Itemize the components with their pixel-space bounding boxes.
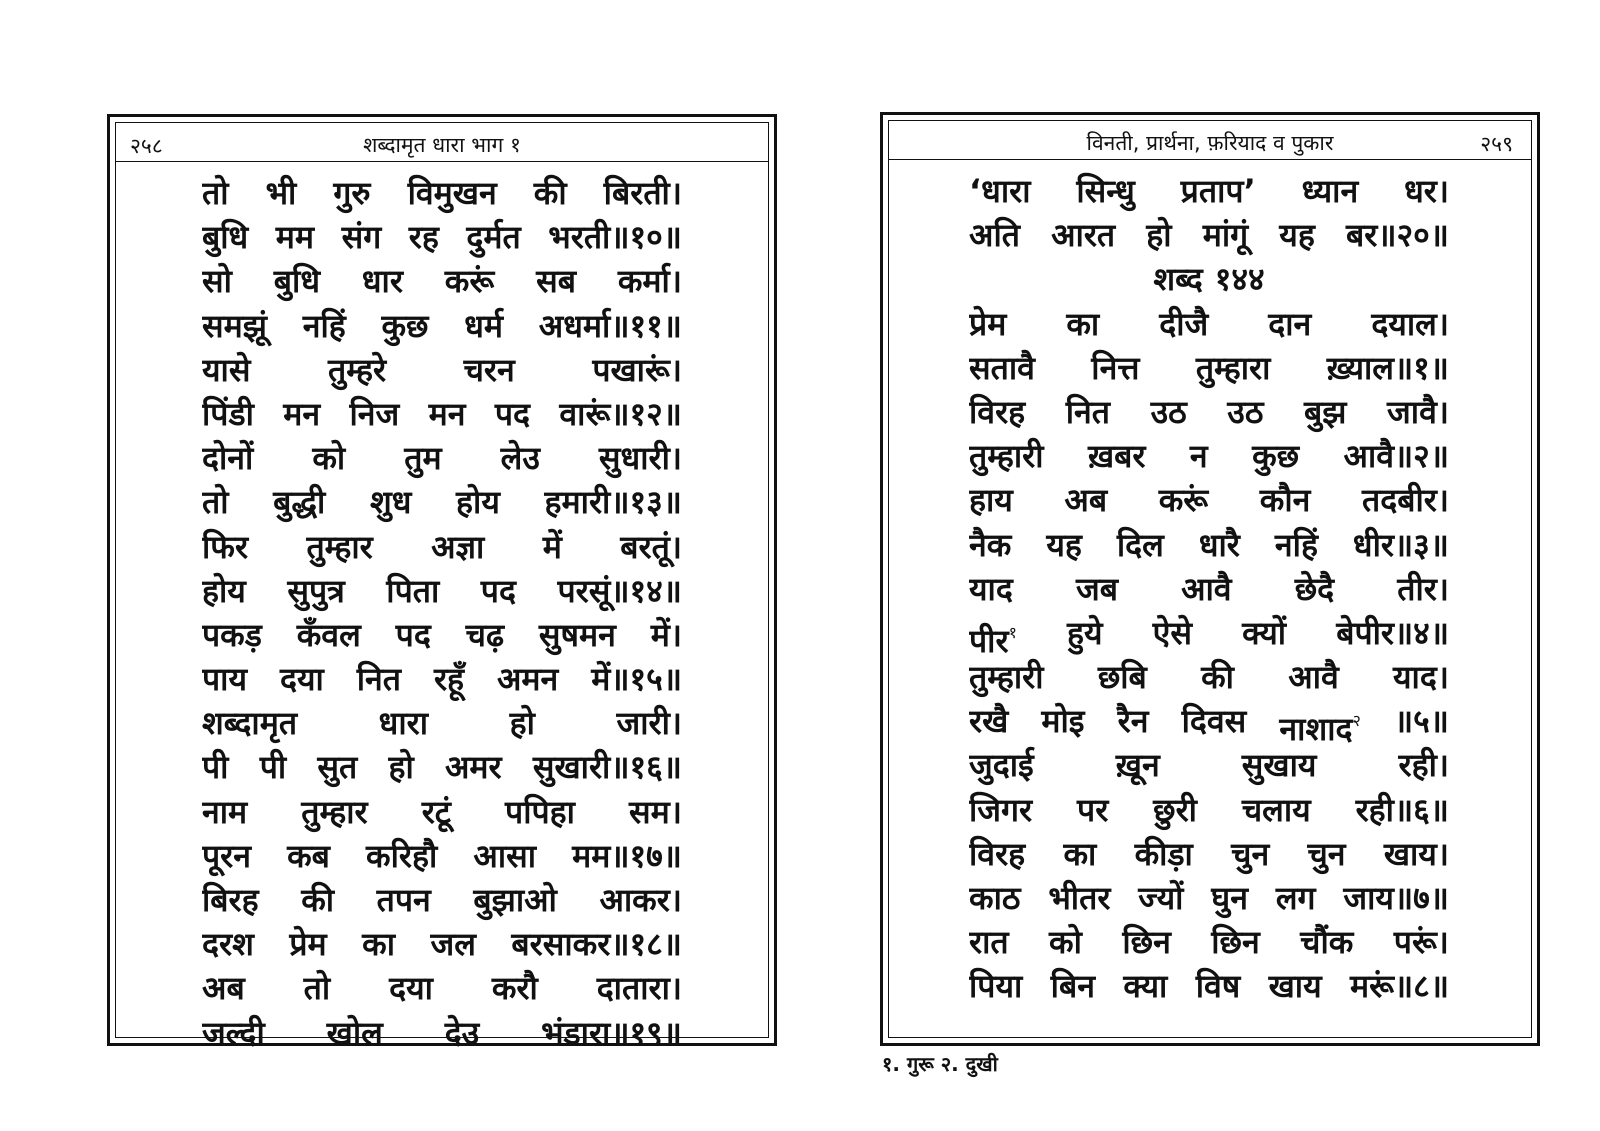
verse-word: खाय। (1383, 834, 1449, 873)
verse-word: विरह (969, 834, 1026, 873)
verse-line (969, 920, 1449, 964)
verse-word: को (1049, 923, 1082, 962)
verse-word: घुन (1211, 879, 1248, 917)
verse-word: पाय (202, 660, 248, 699)
verse-word: चुन (1307, 834, 1346, 873)
verse-word: मम (275, 218, 315, 257)
verse-word: हो (509, 704, 535, 743)
verse-line (202, 480, 682, 524)
verse-word: प्रेम (289, 925, 327, 964)
verse-word: छबि (1097, 658, 1147, 697)
verse-word: दोनों (202, 439, 254, 478)
verse-word: प्रेम (969, 304, 1007, 343)
verse-word: कँवल (296, 615, 361, 654)
verse-word: निज (349, 394, 400, 433)
verse-word: धारा (378, 704, 429, 743)
verse-word: का (1066, 304, 1100, 343)
verse-word: ख़ून (1115, 746, 1160, 785)
verse-word: पखारूं। (592, 350, 682, 389)
verse-word: दुर्मत (466, 218, 521, 257)
verse-word: हमारी॥१३॥ (544, 483, 682, 522)
verse-word: विमुखन (407, 174, 497, 212)
verse-line (202, 657, 682, 701)
verse-word: पी (202, 748, 229, 787)
verse-line (202, 525, 682, 569)
verse-line (969, 611, 1449, 655)
left-page-number: २५८ (130, 134, 163, 158)
verse-word: बुद्धी (273, 483, 326, 522)
verse-word: सो (202, 262, 232, 301)
verse-word: ‘धारा (969, 172, 1031, 210)
verse-word: शब्द (1153, 260, 1203, 299)
verse-word: क्या (1123, 967, 1168, 1006)
verse-line (202, 215, 682, 259)
verse-word: आरत (1051, 216, 1116, 255)
verse-word: आसा (473, 836, 536, 875)
verse-word: तुम्हारी (969, 437, 1044, 476)
verse-line (202, 966, 682, 1010)
verse-word: आवै॥२॥ (1343, 437, 1449, 476)
verse-word: मन (283, 394, 321, 433)
verse-word: तुम्हार (301, 792, 368, 831)
verse-word: बरतूं। (620, 527, 682, 566)
verse-line (202, 834, 682, 878)
verse-word: रही॥६॥ (1355, 790, 1449, 829)
verse-word: सिन्धु (1076, 172, 1135, 210)
verse-word: रखै (969, 702, 1009, 741)
verse-word: आवै (1288, 658, 1339, 697)
verse-word: चढ़ (465, 615, 504, 654)
verse-word: नाशाद$^२$ (1279, 710, 1361, 744)
verse-word: छुरी (1153, 790, 1197, 829)
verse-line (202, 878, 682, 922)
verse-word: का (362, 925, 396, 964)
verse-line (202, 569, 682, 613)
verse-word: खाय (1268, 967, 1322, 1006)
verse-word: नाम (202, 792, 248, 831)
verse-word: दया (389, 969, 433, 1008)
verse-word: चुन (1231, 834, 1270, 873)
verse-word: बिन (1050, 967, 1095, 1006)
verse-word: बुधि (273, 262, 321, 301)
verse-word: होय (456, 483, 500, 522)
verse-word: में (542, 527, 562, 566)
verse-word: गुरु (333, 174, 371, 212)
verse-line (202, 259, 682, 303)
verse-word: रैन (1117, 702, 1149, 741)
verse-word: परसूं॥१४॥ (557, 571, 682, 610)
verse-word: मरूं॥८॥ (1350, 967, 1449, 1006)
verse-word: काठ (969, 879, 1021, 917)
verse-word: करिहौ (366, 836, 438, 875)
verse-word: दिवस (1181, 702, 1247, 741)
verse-word: लग (1275, 879, 1316, 917)
verse-word: धर्म (464, 306, 504, 345)
verse-line (969, 434, 1449, 478)
verse-line (969, 699, 1449, 743)
verse-word: हो (1146, 216, 1172, 255)
verse-word: दयाल। (1371, 304, 1449, 343)
verse-word: चलाय (1241, 790, 1311, 829)
verse-word: आवै (1181, 569, 1232, 608)
verse-word: शुध (369, 483, 412, 522)
verse-word: भरती॥१०॥ (548, 218, 682, 257)
verse-word: तपन (376, 881, 431, 919)
verse-word: जिगर (969, 790, 1033, 829)
verse-word: नित (1065, 392, 1111, 431)
verse-word: कौन (1259, 481, 1311, 520)
verse-line (202, 790, 682, 834)
verse-word: सुधारी। (598, 439, 682, 478)
right-page-header (889, 121, 1531, 160)
verse-word: करूं (1158, 481, 1209, 520)
verse-word: को (312, 439, 346, 478)
verse-line (969, 788, 1449, 832)
verse-word: में। (650, 615, 682, 654)
verse-word: छिन (1122, 923, 1171, 962)
verse-word: की (533, 174, 567, 212)
verse-word: जल (430, 925, 476, 964)
verse-word: अब (202, 969, 245, 1008)
verse-word: तुम (404, 439, 442, 478)
verse-word: पिया (969, 967, 1023, 1006)
verse-word: पूरन (202, 836, 252, 875)
verse-word: बुझ (1304, 392, 1347, 431)
right-page-running-title: विनती, प्रार्थना, फ़रियाद व पुकार (1086, 131, 1334, 155)
verse-word: जुदाई (969, 746, 1034, 785)
verse-word: सुत (317, 748, 358, 787)
verse-word: उठ (1150, 392, 1187, 431)
verse-line (969, 876, 1449, 920)
verse-word: विष (1195, 967, 1241, 1006)
verse-word: पिंडी (202, 394, 254, 433)
verse-word: देउ (444, 1013, 480, 1052)
verse-word: चौंक (1300, 923, 1354, 962)
verse-word: ऐसे (1152, 613, 1192, 652)
verse-word: तुम्हारा (1195, 348, 1271, 387)
verse-line (202, 436, 682, 480)
verse-word: भीतर (1048, 879, 1111, 917)
verse-word: बुधि (202, 218, 249, 257)
verse-word: जब (1075, 569, 1118, 608)
verse-line (202, 304, 682, 348)
verse-word: याद। (1393, 658, 1449, 697)
verse-word: करूं (444, 262, 495, 301)
verse-word: धीर॥३॥ (1352, 525, 1449, 564)
verse-word: जावै। (1387, 392, 1449, 431)
verse-word: बरसाकर॥१८॥ (511, 925, 682, 964)
verse-word: अधर्मा॥११॥ (538, 306, 682, 345)
verse-word: पीर$^१$ (969, 621, 1017, 656)
verse-word: १४४ (1214, 260, 1265, 299)
verse-word: प्रताप’ (1180, 172, 1256, 210)
verse-word: तुम्हार (306, 527, 373, 566)
verse-word: न (1189, 437, 1208, 476)
verse-word: तो (202, 174, 229, 212)
verse-word: खोल (326, 1013, 383, 1052)
verse-word: छिन (1211, 923, 1260, 962)
verse-line (969, 213, 1449, 257)
verse-word: पद (480, 571, 516, 610)
verse-word: बेपीर॥४॥ (1336, 613, 1449, 652)
verse-line (969, 302, 1449, 346)
verse-word: दातारा। (596, 969, 682, 1008)
verse-word: नित (356, 660, 402, 699)
verse-word: रह (408, 218, 439, 257)
verse-word: अमर (444, 748, 502, 787)
verse-word: धर। (1404, 172, 1449, 210)
verse-line (969, 346, 1449, 390)
verse-word: तीर। (1397, 569, 1449, 608)
footnote-marker: २ (1352, 711, 1361, 731)
verse-word: सतावै (969, 348, 1035, 387)
verse-word: धार (361, 262, 403, 301)
verse-word: चरन (463, 350, 515, 389)
verse-word: यासे (202, 350, 251, 389)
verse-word: पद (395, 615, 431, 654)
verse-word: हो (388, 748, 414, 787)
verse-word: का (1063, 834, 1097, 873)
verse-word: कब (287, 836, 330, 875)
verse-word: होय (202, 571, 246, 610)
verse-word: नहिं (302, 306, 346, 345)
verse-word: कर्मा। (617, 262, 682, 301)
verse-word: तो (202, 483, 229, 522)
verse-word: अज्ञा (431, 527, 485, 566)
verse-word: पी (259, 748, 287, 787)
verse-word: नहिं (1274, 525, 1318, 564)
verse-word: उठ (1227, 392, 1264, 431)
verse-line (969, 169, 1449, 213)
verse-line (969, 743, 1449, 787)
verse-word: जल्दी (202, 1013, 265, 1052)
verse-word: अति (969, 216, 1020, 255)
verse-word: दरश (202, 925, 254, 964)
verse-line (202, 922, 682, 966)
verse-word: तो (303, 969, 331, 1008)
verse-word: जारी। (616, 704, 682, 743)
verse-word: मम॥१७॥ (572, 836, 682, 875)
verse-line (969, 964, 1449, 1008)
verse-word: में॥१५॥ (591, 660, 682, 699)
left-page-running-title: शब्दामृत धारा भाग १ (363, 133, 521, 157)
verse-line (202, 171, 682, 215)
verse-word: आकर। (599, 881, 682, 919)
verse-word: दीजै (1159, 304, 1209, 343)
verse-word: वारूं॥१२॥ (559, 394, 682, 433)
verse-word: दया (279, 660, 324, 699)
verse-word: जाय॥७॥ (1343, 879, 1449, 917)
verse-word: समझूं (202, 306, 267, 345)
verse-word: दान (1268, 304, 1312, 343)
verse-word: कुछ (381, 306, 429, 345)
verse-word: नित्त (1091, 348, 1140, 387)
verse-word: मोइ (1041, 702, 1085, 741)
verse-line (202, 745, 682, 789)
footnote: १. गुरू २. दुखी (882, 1052, 998, 1076)
verse-word: संग (341, 218, 382, 257)
verse-word: मन (428, 394, 466, 433)
verse-word: भंडारा॥१९॥ (541, 1013, 682, 1052)
verse-line (969, 390, 1449, 434)
verse-line (969, 478, 1449, 522)
verse-word: सब (536, 262, 576, 301)
verse-word: यह (1279, 216, 1315, 255)
verse-word: पद (494, 394, 531, 433)
verse-word: ध्यान (1301, 172, 1359, 210)
verse-word: विरह (969, 392, 1026, 431)
right-verse-list (969, 169, 1449, 1009)
verse-word: बुझाओ (473, 881, 557, 919)
verse-word: तदबीर। (1361, 481, 1449, 520)
left-page (107, 114, 777, 1052)
verse-line (202, 701, 682, 745)
verse-word: बर॥२०॥ (1345, 216, 1449, 255)
verse-word: हुये (1067, 613, 1103, 652)
right-page-number: २५९ (1480, 132, 1513, 156)
right-page-inner-border (888, 120, 1532, 1038)
verse-word: अब (1064, 481, 1108, 520)
verse-word: सुखारी॥१६॥ (532, 748, 682, 787)
verse-word: याद (969, 569, 1013, 608)
footnote-marker: १ (1008, 622, 1017, 642)
verse-line (969, 523, 1449, 567)
verse-word: की (301, 881, 335, 919)
verse-word: अमन (496, 660, 559, 699)
verse-word: परूं। (1393, 923, 1449, 962)
verse-word: क्यों (1242, 613, 1287, 652)
verse-word: बिरह (202, 881, 259, 919)
left-page-inner-border (115, 122, 769, 1052)
verse-word: फिर (202, 527, 249, 566)
verse-word: ज्यों (1138, 879, 1184, 917)
left-verse-list (202, 171, 682, 1055)
verse-word: दिल (1116, 525, 1164, 564)
verse-word: भी (265, 174, 297, 212)
verse-word: तुम्हारी (969, 658, 1044, 697)
verse-word: पर (1077, 790, 1109, 829)
verse-word: ख़्याल॥१॥ (1326, 348, 1449, 387)
verse-word: धारै (1198, 525, 1240, 564)
verse-word: लेउ (500, 439, 540, 478)
verse-word: ख़बर (1087, 437, 1146, 476)
verse-word: करौ (491, 969, 538, 1008)
verse-word: रही। (1398, 746, 1449, 785)
verse-word: हाय (969, 481, 1013, 520)
verse-word: तुम्हरे (328, 350, 387, 389)
verse-word: नैक (969, 525, 1012, 564)
verse-word: रहूँ (433, 660, 465, 699)
verse-word: यह (1046, 525, 1082, 564)
verse-line (202, 613, 682, 657)
verse-word: सम। (629, 792, 682, 831)
verse-line (202, 348, 682, 392)
verse-word: कुछ (1252, 437, 1300, 476)
verse-word: ॥५॥ (1393, 702, 1449, 741)
verse-word: सुषमन (538, 615, 616, 654)
verse-line (969, 567, 1449, 611)
verse-word: सुखाय (1241, 746, 1317, 785)
verse-word: मांगूं (1202, 216, 1249, 255)
verse-word: पिता (386, 571, 440, 610)
left-page-header (116, 123, 768, 162)
verse-word: पपिहा (505, 792, 575, 831)
verse-word: रटूं (421, 792, 451, 831)
right-page (880, 112, 1540, 1046)
verse-word: छेदै (1294, 569, 1335, 608)
verse-word: शब्दामृत (202, 704, 298, 743)
verse-line (202, 1011, 682, 1055)
verse-line (969, 655, 1449, 699)
verse-line (969, 832, 1449, 876)
verse-word: की (1201, 658, 1234, 697)
shabd-heading (969, 257, 1449, 301)
verse-word: रात (969, 923, 1009, 962)
verse-word: बिरती। (603, 174, 682, 212)
verse-word: कीड़ा (1134, 834, 1193, 873)
verse-word: पकड़ (202, 615, 262, 654)
verse-word: सुपुत्र (287, 571, 345, 610)
verse-line (202, 392, 682, 436)
